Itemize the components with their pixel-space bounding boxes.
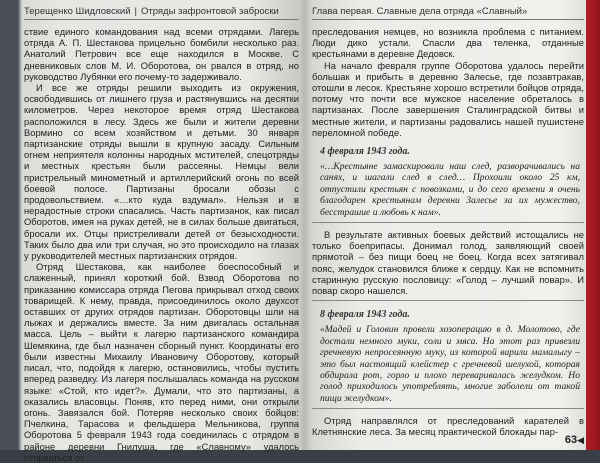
right-paragraph-4: Отряд направлялся от преследований карателей в Клетнянские леса. За месяц практической блокады пар-	[312, 415, 584, 438]
red-book-edge	[586, 0, 600, 450]
right-paragraph-1: преследования немцев, но возникла проблема с питанием. Люди дико устали. Спасли два теленка, отданные крестьянами в деревне Дедовск.	[312, 26, 584, 60]
diary-entry-date: 8 февраля 1943 года.	[320, 309, 410, 321]
right-page-header	[312, 0, 584, 20]
header-separator: |	[134, 6, 137, 17]
left-page	[24, 0, 299, 463]
header-authors: Терещенко Шидловский	[24, 6, 131, 17]
divider	[312, 300, 584, 301]
right-paragraph-2: На начало февраля группе Оборотова удалось перейти большак и прибыть в деревню Залесье, где позавтракав, отошли в лесок. Крестьяне хорошо встретили бойцов отряда, потому что почти все мужское население обреталось в партизанах. После завершения Сталинградской битвы и местные жители, и партизаны радовались нашей пушистене переломной победе.	[312, 59, 584, 138]
diary-entry-text: «Мадей и Головин провели хозоперацию в д. Молотово, где достали немного муки, соли и мяса. На этот раз привезли гречневую непросеянную муку, из которой варили мамалыгу – это был настоящий клейстер с гречневой шелухой, которая обдирала рот, горло и плохо переваривалась желудком. Но голод приходилось употреблять, многие заболели от такой пищи желудком».	[320, 324, 580, 404]
diary-entry-text: «…Крестьяне замаскировали наш след, разворачивались на санях, и шагали след в след… Прохоили около 25 км, отпустили крестьян с повозками, и до сего времени я очень благодарен крестьянам деревни Залесье за их мужество, бесстрашие и любовь к нам».	[320, 161, 580, 218]
left-page-header	[24, 0, 299, 20]
left-paragraph-3: Отряд Шестакова, как наиболее боеспособный и слаженный, принял короткий бой. Взвод Оборотова по приказанию комиссара отряда Пегова прикрывал отход своих товарищей. К нему, правда, присоединилось около двухсот оставших от других отрядов партизан. Оборотовцы шли на лыжах и держались вместе. За ним двигалась остальная масса. Цель – выйти к лагерю партизанского командира Шемякина, где был назначен сборный пункт. Координаты его были известны Михаилу Ивановичу Оборотову, который писал, что, подойдя к лагерю, остановились, чтобы пустить вперед разведку. Из лагеря послышалась команда на русском языке: «Стой, кто идет?». Думали, что это партизаны, а оказались власовцы. Поняв, кто перед ними, они открыли огонь. Завязался бой. Потеряв несколько своих бойцов: Пчелкина, Тарасова и фельдшера Мельникова, группа Оборотова 5 февраля 1943 года соединилась с отрядом в районе деревни Гнилуша, где «Славному» удалось оторваться от	[24, 261, 299, 463]
right-page	[312, 0, 584, 450]
header-section-title: Глава первая. Славные дела отряда «Славный»	[312, 6, 528, 17]
diary-entry-date: 4 февраля 1943 года.	[320, 146, 410, 158]
page-number-value: 63	[564, 434, 578, 446]
header-book-title: Отряды зафронтовой заброски	[140, 6, 279, 17]
left-paragraph-1: ствие единого командования над всеми отрядами. Лагерь отряда А. П. Шестакова прицельно бомбили несколько раз. Анатолий Петрович все еще находился в Москве. С дневниковых слов М. И. Оборотова, он рвался в отряд, но руководство Лубянки его почему-то задерживало.	[24, 26, 299, 82]
page-arrow-icon: ◀	[577, 435, 584, 445]
page-number	[565, 434, 584, 446]
divider	[312, 222, 584, 223]
right-paragraph-3: В результате активных боевых действий истощались не только боеприпасы. Донимал голод, заявляющий своей прямотой – без пищи боец не боец. Когда всех затягивал пояс, желудок становился ближе к сердцу. Как не вспомнить старинную русскую пословицу: «Голод – лучший повар». И повар скоро нашелся.	[312, 229, 584, 297]
left-paragraph-2: И все же отряды решили выходить из окружения, освободившись от лишнего груза и растянувшись на десятки километров. Через некоторое время отряд Шестакова расположился в лесу. Здесь же были и жители деревни Вормино со всем хозяйством и детьми. 30 января партизанские отряды вышли в крупную засаду. Сильным огнем неприятеля колонны народных мстителей, спецотряды и местных крестьян были рассеяны. Немцы вели пристрельный минометный и артиллерийский огонь по всей боевой полосе. Партизаны бросали обозы с продовольствием. «…кто куда вздумал». Нельзя и в нерадостные строки спасались. Часть партизанок, как писал Оборотов, имея на руках детей, не в силах больше двигаться, бросали их. Отцы пристреливали детей от безысходности. Таких было два или три случая, но это происходило на глазах у руководителей местных партизанских отрядов.	[24, 82, 299, 262]
divider	[312, 408, 584, 409]
